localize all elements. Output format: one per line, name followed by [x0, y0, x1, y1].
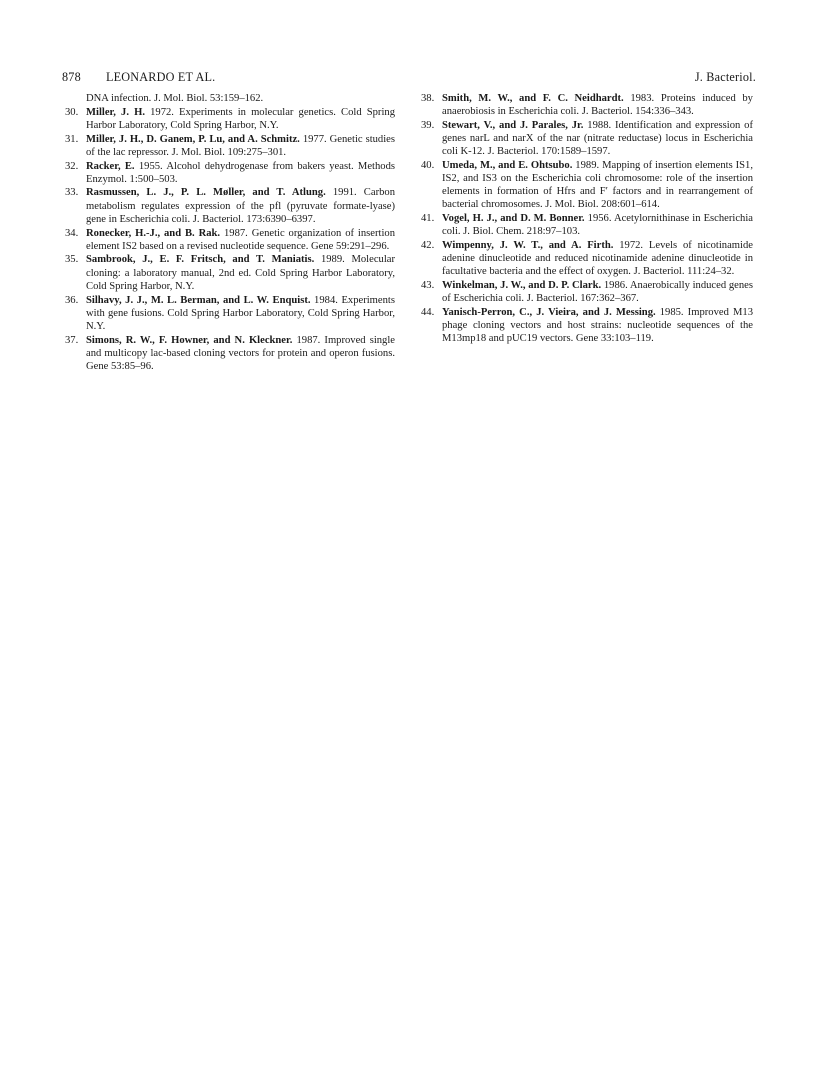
reference-authors: Miller, J. H. [86, 106, 145, 118]
reference-authors: Sambrook, J., E. F. Fritsch, and T. Maniatis. [86, 254, 315, 266]
reference-entry [65, 106, 395, 132]
reference-column-left [65, 92, 395, 374]
reference-entry [65, 133, 395, 159]
reference-entry [421, 306, 753, 345]
reference-authors: Winkelman, J. W., and D. P. Clark. [442, 280, 602, 292]
reference-authors: Racker, E. [86, 160, 135, 172]
reference-citation: 1987. Improved single and multicopy lac-based cloning vectors for protein and operon fusions. Gene 53:85–96. [86, 334, 395, 372]
reference-entry [65, 253, 395, 292]
reference-entry [65, 160, 395, 186]
reference-citation: 1955. Alcohol dehydrogenase from bakers yeast. Methods Enzymol. 1:500–503. [86, 160, 395, 185]
reference-number: 38. [421, 93, 435, 104]
reference-entry [421, 92, 753, 118]
reference-authors: Rasmussen, L. J., P. L. Møller, and T. Atlung. [86, 187, 326, 199]
reference-number: 35. [65, 254, 79, 266]
reference-entry [65, 334, 395, 373]
reference-citation: 1988. Identification and expression of genes narL and narX of the nar (nitrate reductase) locus in Escherichia coli K-12. J. Bacteriol. 170:1589–1597. [442, 119, 754, 158]
reference-number: 39. [421, 119, 435, 131]
reference-entry [421, 212, 753, 238]
reference-entry [421, 239, 753, 278]
reference-citation: 1972. Experiments in molecular genetics. Cold Spring Harbor Laboratory, Cold Spring Harbor, N.Y. [86, 106, 395, 131]
journal-name: J. Bacteriol. [694, 70, 756, 84]
reference-list-right [421, 92, 753, 346]
reference-citation: 1984. Experiments with gene fusions. Cold Spring Harbor Laboratory, Cold Spring Harbor, N.Y. [86, 294, 395, 332]
reference-citation: 1987. Genetic organization of insertion element IS2 based on a revised nucleotide sequence. Gene 59:291–296. [86, 227, 395, 252]
reference-authors: Silhavy, J. J., M. L. Berman, and L. W. Enquist. [86, 294, 311, 306]
reference-citation: 1983. Proteins induced by anaerobiosis in Escherichia coli. J. Bacteriol. 154:336–343. [442, 93, 753, 118]
reference-number: 40. [421, 159, 435, 171]
reference-number: 41. [421, 213, 435, 225]
reference-entry [421, 119, 753, 158]
reference-citation: 1956. Acetylornithinase in Escherichia coli. J. Biol. Chem. 218:97–103. [442, 213, 753, 238]
reference-entry [65, 227, 395, 253]
reference-entry [421, 159, 753, 212]
reference-authors: Yanisch-Perron, C., J. Vieira, and J. Messing. [442, 307, 656, 319]
reference-continuation: DNA infection. J. Mol. Biol. 53:159–162. [86, 93, 264, 104]
running-header [62, 70, 756, 86]
reference-entry [65, 186, 395, 225]
reference-number: 44. [421, 307, 435, 319]
reference-column-right [421, 92, 753, 346]
reference-authors: Umeda, M., and E. Ohtsubo. [442, 159, 573, 171]
reference-list-left [65, 106, 395, 373]
reference-citation: 1989. Mapping of insertion elements IS1, IS2, and IS3 on the Escherichia coli chromosome: role of the insertion elements in formation of Hfrs and F′ factors and in rearrangement of bacterial chromosomes. J. Mol. Biol. 208:601–614. [442, 159, 753, 211]
reference-authors: Smith, M. W., and F. C. Neidhardt. [442, 93, 624, 104]
reference-number: 42. [421, 240, 435, 252]
reference-citation: 1985. Improved M13 phage cloning vectors and host strains: nucleotide sequences of the M13mp18 and pUC19 vectors. Gene 33:103–119. [442, 307, 753, 345]
reference-number: 37. [65, 334, 79, 346]
reference-authors: Wimpenny, J. W. T., and A. Firth. [442, 240, 614, 252]
running-authors: LEONARDO ET AL. [106, 70, 216, 84]
reference-citation: 1972. Levels of nicotinamide adenine dinucleotide and reduced nicotinamide adenine dinucleotide in facultative bacteria and the effect of oxygen. J. Bacteriol. 111:24–32. [442, 240, 753, 278]
reference-number: 32. [65, 160, 79, 172]
page-number: 878 [62, 70, 81, 84]
reference-authors: Stewart, V., and J. Parales, Jr. [442, 119, 584, 131]
reference-number: 36. [65, 294, 79, 306]
reference-authors: Simons, R. W., F. Howner, and N. Kleckner. [86, 334, 293, 346]
reference-number: 43. [421, 280, 435, 292]
reference-authors: Vogel, H. J., and D. M. Bonner. [442, 213, 585, 225]
reference-citation: 1977. Genetic studies of the lac repressor. J. Mol. Biol. 109:275–301. [86, 133, 396, 158]
reference-citation: 1989. Molecular cloning: a laboratory manual, 2nd ed. Cold Spring Harbor Laboratory, Cold Spring Harbor, N.Y. [86, 254, 395, 292]
reference-entry [421, 279, 753, 305]
reference-citation: 1991. Carbon metabolism regulates expression of the pfl (pyruvate formate-lyase) gene in Escherichia coli. J. Bacteriol. 173:6390–6397. [86, 187, 395, 225]
reference-number: 30. [65, 106, 79, 118]
reference-number: 34. [65, 227, 79, 239]
reference-number: 31. [65, 133, 79, 145]
reference-citation: 1986. Anaerobically induced genes of Escherichia coli. J. Bacteriol. 167:362–367. [442, 280, 753, 305]
reference-authors: Miller, J. H., D. Ganem, P. Lu, and A. Schmitz. [86, 133, 300, 145]
reference-entry [65, 294, 395, 333]
reference-authors: Ronecker, H.-J., and B. Rak. [86, 227, 221, 239]
reference-number: 33. [65, 187, 79, 199]
